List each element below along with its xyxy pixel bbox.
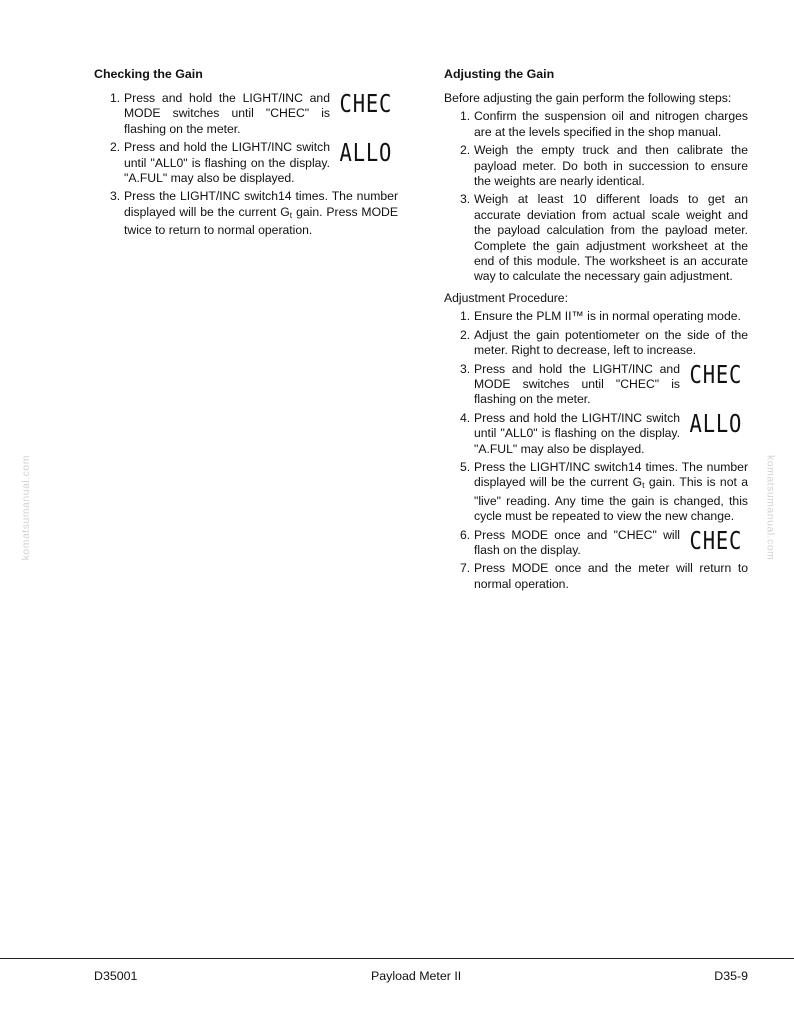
step-number: 3.	[460, 361, 471, 376]
step-text-part: gain. Press MODE twice to return to normal operation.	[124, 204, 398, 238]
step-text: Press and hold the LIGHT/INC switch until "ALL0" is flashing on the display. "A.FUL" may also be displayed.	[474, 410, 680, 456]
step-text: Weigh the empty truck and then calibrate the payload meter. Do both in succession to ensure the weights are nearly identical.	[474, 143, 748, 189]
procedure-label: Adjustment Procedure:	[444, 290, 568, 305]
list-item	[444, 359, 748, 408]
footer-doc-number: D35001	[94, 969, 138, 983]
watermark-right: komatsumanual.com	[764, 455, 777, 561]
lcd-display-chec: CHEC	[339, 89, 392, 118]
prep-steps	[444, 109, 748, 284]
list-item	[444, 143, 748, 189]
list-item	[444, 328, 748, 359]
step-text: Press and hold the LIGHT/INC switch until "ALL0" is flashing on the display. "A.FUL" may also be displayed.	[124, 140, 330, 186]
step-text: Press MODE once and "CHEC" will flash on the display.	[474, 527, 680, 557]
right-column	[444, 66, 748, 595]
step-number: 1.	[460, 109, 471, 124]
procedure-steps	[444, 309, 748, 592]
list-item	[444, 525, 748, 559]
lcd-display-allo: ALLO	[689, 408, 742, 438]
step-text-part: gain. This is not a "live" reading. Any time the gain is changed, this cycle must be repeated to view the new change.	[474, 475, 748, 524]
step-number: 5.	[460, 459, 471, 474]
footer-divider	[0, 958, 794, 959]
step-text-part: Press the LIGHT/INC switch14 times. The number displayed will be the current G	[124, 189, 398, 219]
step-number: 3.	[460, 192, 471, 207]
step-text: Ensure the PLM II™ is in normal operating mode.	[474, 309, 741, 324]
list-item	[444, 309, 748, 324]
step-number: 1.	[110, 91, 121, 105]
list-item	[444, 460, 748, 525]
step-number: 1.	[460, 309, 471, 324]
lcd-display-allo: ALLO	[339, 138, 392, 168]
left-column	[94, 66, 398, 242]
step-text	[474, 460, 748, 523]
step-number: 4.	[460, 410, 471, 425]
footer-page-number: D35-9	[714, 969, 748, 983]
lcd-display-chec: CHEC	[689, 525, 742, 555]
step-text: Confirm the suspension oil and nitrogen charges are at the levels specified in the shop manual.	[474, 109, 748, 139]
step-number: 2.	[460, 327, 471, 342]
step-text: Press MODE once and the meter will return to normal operation.	[474, 561, 748, 591]
list-item	[444, 561, 748, 592]
lcd-display-chec: CHEC	[689, 359, 742, 389]
intro-text: Before adjusting the gain perform the following steps:	[444, 91, 732, 105]
list-item	[444, 408, 748, 457]
subscript: t	[289, 209, 293, 220]
step-number: 6.	[460, 527, 471, 542]
adjusting-gain-heading: Adjusting the Gain	[444, 67, 555, 81]
step-text: Press and hold the LIGHT/INC and MODE switches until "CHEC" is flashing on the meter.	[474, 361, 680, 407]
list-item	[94, 189, 398, 238]
watermark-left: komatsumanual.com	[20, 455, 32, 561]
checking-gain-heading: Checking the Gain	[94, 67, 203, 81]
step-number: 7.	[460, 561, 471, 576]
subscript: t	[642, 480, 645, 491]
list-item	[94, 91, 398, 137]
list-item	[94, 140, 398, 186]
checking-gain-steps	[94, 91, 398, 239]
step-number: 3.	[110, 189, 121, 204]
list-item	[444, 109, 748, 140]
step-text: Weigh at least 10 different loads to get an accurate deviation from actual scale weight and the payload calculation from the payload meter. Complete the gain adjustment worksheet at the end of this module. The worksheet is an accurate way to calculate the necessary gain adjustment.	[474, 192, 748, 284]
step-text-part: Press the LIGHT/INC switch14 times. The number displayed will be the current G	[474, 459, 748, 490]
step-text: Adjust the gain potentiometer on the side of the meter. Right to decrease, left to increase.	[474, 327, 748, 358]
footer-title: Payload Meter II	[371, 969, 462, 983]
step-number: 2.	[460, 143, 471, 158]
step-text	[124, 189, 398, 237]
step-text: Press and hold the LIGHT/INC and MODE switches until "CHEC" is flashing on the meter.	[124, 91, 330, 136]
list-item	[444, 192, 748, 284]
step-number: 2.	[110, 140, 121, 155]
